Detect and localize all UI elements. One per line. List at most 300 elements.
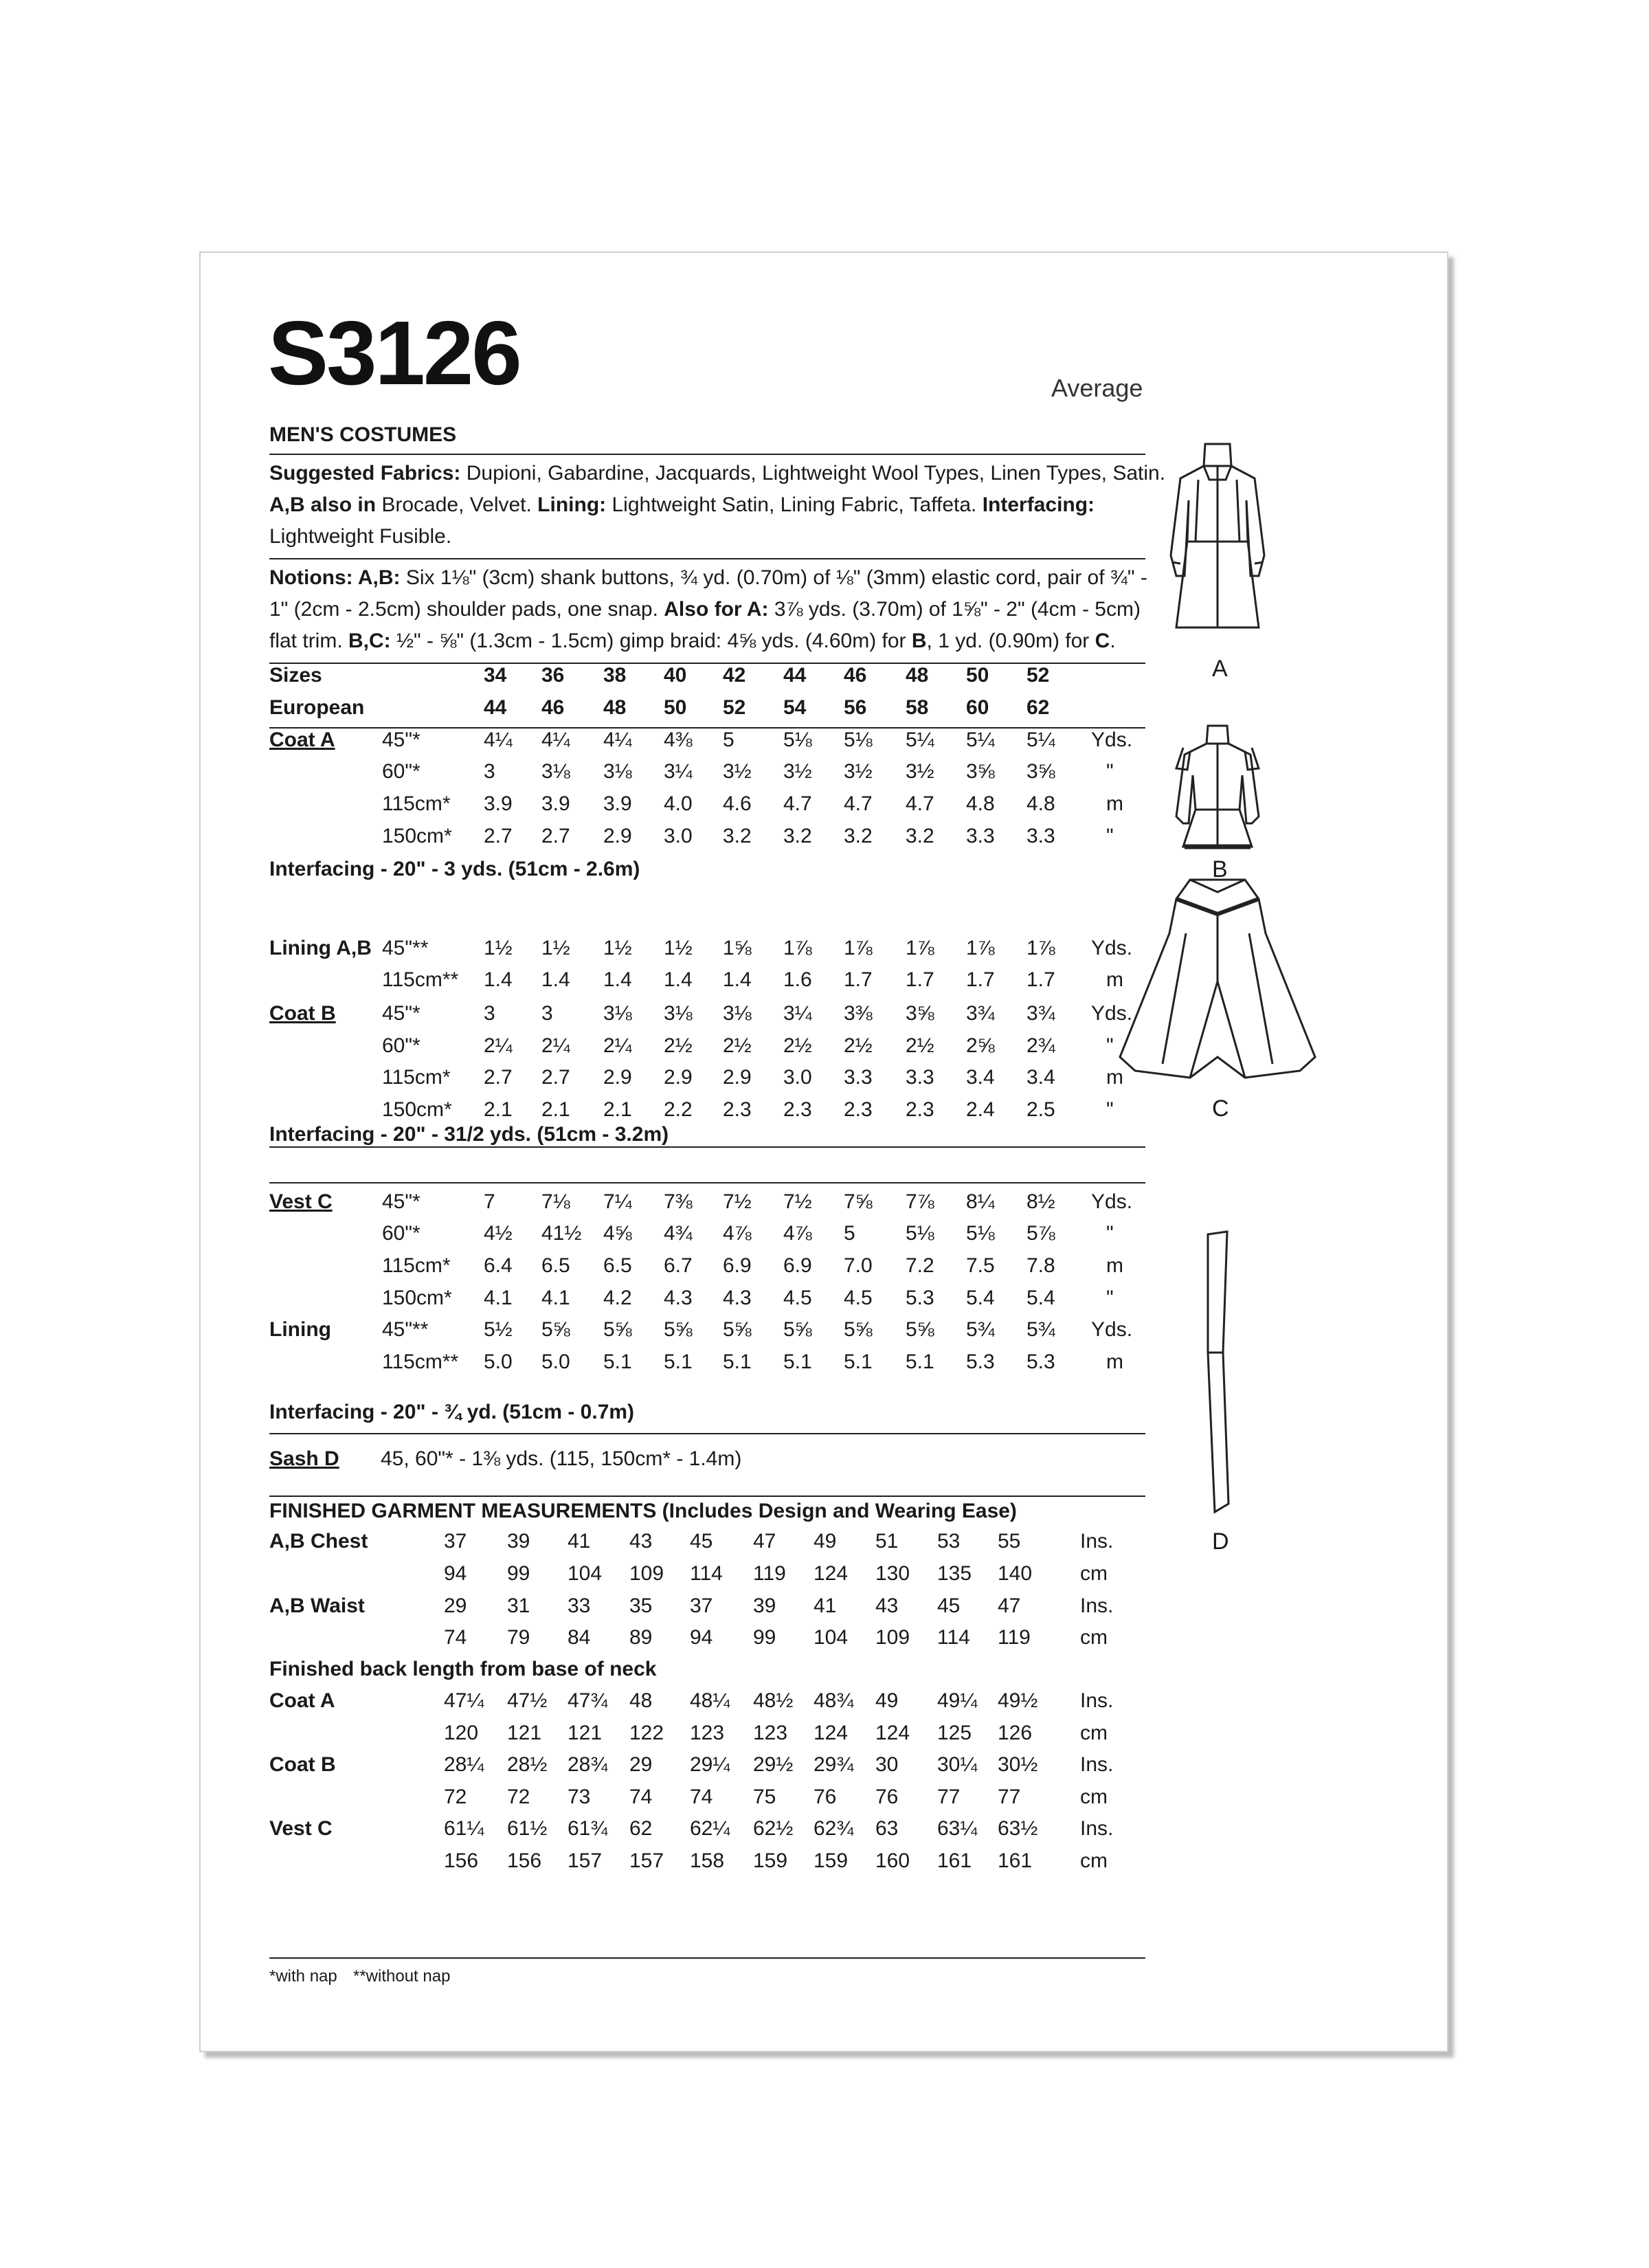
divider [269,1182,1145,1183]
figure-label-d: D [1212,1528,1229,1555]
finished-value: 37 [444,1530,467,1553]
fabric-width: 45"** [382,1318,429,1341]
yardage-value: 7.5 [966,1254,995,1277]
yardage-value: 3.4 [966,1066,995,1089]
finished-value: 43 [629,1530,653,1553]
finished-value: 41 [814,1594,837,1617]
yardage-value: 2.7 [541,825,570,847]
yardage-view-label: Lining A,B [269,937,372,959]
yardage-value: 2⅝ [966,1034,995,1057]
yardage-value: 2½ [723,1034,752,1057]
size-us-50: 50 [966,664,989,687]
fabric-width: 60"* [382,1034,420,1057]
notions-also-label: Also for A: [664,598,769,621]
finished-value: 53 [937,1530,961,1553]
pattern-code: S3126 [268,302,520,403]
finished-value: 84 [568,1626,591,1649]
finished-value: 47 [753,1530,776,1553]
yardage-value: 2.1 [603,1098,632,1121]
yardage-value: 3¾ [966,1002,995,1025]
yardage-value: 7⅞ [906,1190,934,1213]
finished-value: 49½ [998,1689,1038,1712]
yardage-value: 2.7 [484,825,513,847]
yardage-value: 1.7 [966,968,995,991]
yardage-value: 4¼ [484,729,513,751]
size-eu-60: 60 [966,696,989,719]
fabric-width: 60"* [382,1222,420,1245]
divider [269,663,1145,664]
yardage-value: 3⅝ [1027,760,1055,783]
yardage-value: 5¼ [966,729,995,751]
yardage-value: 3.4 [1027,1066,1055,1089]
finished-value: 77 [937,1786,961,1808]
finished-value: 49 [814,1530,837,1553]
finished-value: 30½ [998,1753,1038,1776]
yardage-unit: m [1106,792,1123,815]
yardage-value: 3.3 [844,1066,873,1089]
finished-value: 47 [998,1594,1021,1617]
yardage-value: 1⅞ [1027,937,1055,959]
finished-value: 75 [753,1786,776,1808]
finished-unit: Ins. [1080,1689,1114,1712]
yardage-value: 2¾ [1027,1034,1055,1057]
yardage-value: 4.5 [844,1287,873,1309]
fabric-width: 45"* [382,1190,420,1213]
yardage-view-label: Coat B [269,1002,336,1025]
size-us-52: 52 [1027,664,1050,687]
finished-value: 28½ [507,1753,548,1776]
finished-value: 74 [629,1786,653,1808]
yardage-value: 7½ [783,1190,812,1213]
yardage-value: 7⅜ [664,1190,693,1213]
yardage-unit: m [1106,1066,1123,1089]
figure-label-a: A [1212,656,1228,682]
yardage-value: 2½ [664,1034,693,1057]
yardage-value: 6.9 [723,1254,752,1277]
finished-value: 31 [507,1594,530,1617]
yardage-unit: " [1106,1222,1114,1245]
finished-value: 28¾ [568,1753,608,1776]
yardage-value: 5⅝ [783,1318,812,1341]
interfacing-text: Lightweight Fusible. [269,525,452,548]
finished-value: 156 [444,1849,479,1872]
finished-value: 140 [998,1562,1033,1585]
yardage-unit: " [1106,1034,1114,1057]
yardage-value: 6.7 [664,1254,693,1277]
notions [269,562,1169,657]
yardage-value: 2.7 [484,1066,513,1089]
yardage-value: 5⅝ [541,1318,570,1341]
finished-value: 61¾ [568,1817,608,1840]
yardage-value: 6.5 [541,1254,570,1277]
finished-value: 76 [875,1786,899,1808]
yardage-value: 3⅛ [723,1002,752,1025]
yardage-value: 5⅞ [1027,1222,1055,1245]
yardage-value: 1.7 [906,968,934,991]
notions-label: Notions: A,B: [269,566,401,589]
yardage-view-label: Coat A [269,729,335,751]
yardage-value: 5⅝ [603,1318,632,1341]
finished-value: 76 [814,1786,837,1808]
notions-text-5: . [1110,630,1116,652]
yardage-value: 5.3 [1027,1350,1055,1373]
finished-title: FINISHED GARMENT MEASUREMENTS (Includes Design and Wearing Ease) [269,1500,1017,1522]
yardage-value: 7⅛ [541,1190,570,1213]
finished-value: 114 [690,1562,723,1585]
yardage-unit: " [1106,1098,1114,1121]
finished-value: 74 [690,1786,713,1808]
size-us-46: 46 [844,664,867,687]
finished-value: 48½ [753,1689,794,1712]
finished-value: 30 [875,1753,899,1776]
yardage-value: 4¾ [664,1222,693,1245]
finished-row-label: Coat B [269,1753,336,1776]
finished-value: 157 [568,1849,603,1872]
yardage-value: 4¼ [603,729,632,751]
yardage-value: 7.8 [1027,1254,1055,1277]
figure-label-b: B [1212,856,1228,882]
yardage-unit: m [1106,968,1123,991]
finished-value: 159 [753,1849,788,1872]
fabric-width: 150cm* [382,1287,452,1309]
yardage-value: 1½ [541,937,570,959]
yardage-value: 4½ [484,1222,513,1245]
notions-text-3: ½" - ⅝" (1.3cm - 1.5cm) gimp braid: 4⅝ yds. (4.60m) for [390,630,912,652]
yardage-value: 7½ [723,1190,752,1213]
yardage-value: 3.9 [541,792,570,815]
yardage-value: 3.3 [1027,825,1055,847]
yardage-value: 3.3 [906,1066,934,1089]
yardage-value: 2.2 [664,1098,693,1121]
notions-text-2: 3⅞ yds. (3.70m) of 1⅝" - 2" (4cm - 5cm) flat trim. [269,598,1141,652]
yardage-value: 2¼ [541,1034,570,1057]
yardage-value: 3.2 [844,825,873,847]
finished-value: 28¼ [444,1753,484,1776]
footnote-without-nap: **without nap [353,1967,451,1986]
finished-value: 39 [753,1594,776,1617]
yardage-value: 7.0 [844,1254,873,1277]
yardage-value: 3⅝ [966,760,995,783]
yardage-value: 2¼ [603,1034,632,1057]
finished-value: 30¼ [937,1753,978,1776]
yardage-value: 4.3 [723,1287,752,1309]
divider [269,1496,1145,1497]
finished-value: 94 [690,1626,713,1649]
yardage-value: 2.1 [541,1098,570,1121]
yardage-value: 5.0 [484,1350,513,1373]
yardage-value: 1½ [664,937,693,959]
yardage-value: 5⅛ [783,729,812,751]
notions-c-label: C [1095,630,1110,652]
yardage-value: 3¼ [664,760,693,783]
finished-row-label: A,B Chest [269,1530,368,1553]
yardage-value: 3 [484,1002,495,1025]
notions-text: Six 1⅛" (3cm) shank buttons, ¾ yd. (0.70m) of ⅛" (3mm) elastic cord, pair of ¾" - 1" (2cm - 2.5cm) shoulder pads, one snap. [269,566,1147,621]
finished-value: 47¾ [568,1689,608,1712]
yardage-value: 1.4 [723,968,752,991]
finished-value: 89 [629,1626,653,1649]
yardage-value: 4.1 [484,1287,513,1309]
finished-value: 29½ [753,1753,794,1776]
yardage-value: 2.1 [484,1098,513,1121]
finished-value: 62½ [753,1817,794,1840]
size-eu-62: 62 [1027,696,1050,719]
size-us-48: 48 [906,664,929,687]
yardage-value: 1.4 [541,968,570,991]
size-us-40: 40 [664,664,687,687]
yardage-value: 1.6 [783,968,812,991]
finished-value: 125 [937,1722,972,1744]
yardage-value: 5¼ [1027,729,1055,751]
finished-value: 39 [507,1530,530,1553]
yardage-value: 5¼ [906,729,934,751]
yardage-value: 1⅞ [906,937,934,959]
finished-value: 51 [875,1530,899,1553]
yardage-value: 3⅛ [541,760,570,783]
finished-unit: cm [1080,1626,1108,1649]
yardage-value: 2.9 [723,1066,752,1089]
size-eu-54: 54 [783,696,807,719]
yardage-value: 4.5 [783,1287,812,1309]
yardage-unit: " [1106,1287,1114,1309]
fabric-width: 45"** [382,937,429,959]
finished-value: 79 [507,1626,530,1649]
divider [269,558,1145,559]
finished-value: 159 [814,1849,849,1872]
yardage-value: 2.3 [723,1098,752,1121]
finished-unit: cm [1080,1562,1108,1585]
vest-c-illustration [1114,871,1321,1085]
yardage-value: 2.3 [906,1098,934,1121]
yardage-value: 3.0 [664,825,693,847]
yardage-value: 3⅝ [906,1002,934,1025]
yardage-value: 5.1 [664,1350,693,1373]
finished-value: 45 [937,1594,961,1617]
size-us-42: 42 [723,664,746,687]
size-eu-48: 48 [603,696,627,719]
finished-value: 41 [568,1530,591,1553]
finished-row-label: Coat A [269,1689,335,1712]
size-eu-46: 46 [541,696,565,719]
fabric-width: 45"* [382,1002,420,1025]
fabric-width: 60"* [382,760,420,783]
interfacing-label: Interfacing: [982,493,1095,516]
yardage-value: 2.3 [844,1098,873,1121]
finished-value: 62¼ [690,1817,730,1840]
yardage-value: 3.2 [783,825,812,847]
yardage-value: 5.4 [1027,1287,1055,1309]
yardage-unit: " [1106,825,1114,847]
finished-value: 47½ [507,1689,548,1712]
yardage-value: 2½ [783,1034,812,1057]
size-eu-56: 56 [844,696,867,719]
finished-value: 109 [875,1626,910,1649]
yardage-value: 6.4 [484,1254,513,1277]
yardage-value: 5.1 [906,1350,934,1373]
fabric-width: 45"* [382,729,420,751]
yardage-value: 4.8 [966,792,995,815]
finished-value: 157 [629,1849,664,1872]
yardage-view-label: Lining [269,1318,331,1341]
finished-row-label: Vest C [269,1817,333,1840]
yardage-value: 4.7 [783,792,812,815]
yardage-value: 6.5 [603,1254,632,1277]
finished-value: 45 [690,1530,713,1553]
finished-value: 33 [568,1594,591,1617]
yardage-value: 2½ [906,1034,934,1057]
yardage-value: 1.4 [664,968,693,991]
yardage-value: 3½ [844,760,873,783]
notions-b-label: B [911,630,927,652]
finished-value: 63¼ [937,1817,978,1840]
finished-unit: cm [1080,1722,1108,1744]
finished-value: 35 [629,1594,653,1617]
yardage-value: 5⅝ [723,1318,752,1341]
yardage-value: 4.6 [723,792,752,815]
yardage-value: 1.4 [603,968,632,991]
fabric-width: 115cm* [382,792,451,815]
yardage-value: 4.3 [664,1287,693,1309]
yardage-value: 1.4 [484,968,513,991]
finished-value: 161 [937,1849,972,1872]
yardage-value: 5.1 [723,1350,752,1373]
divider [269,454,1145,455]
yardage-value: 4⅞ [783,1222,812,1245]
european-label: European [269,696,365,719]
yardage-value: 2.3 [783,1098,812,1121]
finished-unit: cm [1080,1786,1108,1808]
yardage-value: 3½ [906,760,934,783]
size-eu-44: 44 [484,696,507,719]
lining-text: Lightweight Satin, Lining Fabric, Taffeta. [606,493,983,516]
finished-value: 119 [998,1626,1031,1649]
finished-value: 161 [998,1849,1033,1872]
finished-unit: Ins. [1080,1594,1114,1617]
divider [269,1433,1145,1434]
finished-unit: Ins. [1080,1817,1114,1840]
yardage-value: 3.3 [966,825,995,847]
finished-value: 77 [998,1786,1021,1808]
yardage-value: 1⅞ [966,937,995,959]
yardage-unit: Yds. [1091,1318,1133,1341]
yardage-value: 4.7 [906,792,934,815]
ab-also-text: Brocade, Velvet. [376,493,538,516]
yardage-value: 8½ [1027,1190,1055,1213]
pattern-title: MEN'S COSTUMES [269,423,457,446]
size-eu-52: 52 [723,696,746,719]
size-eu-58: 58 [906,696,929,719]
yardage-value: 5⅛ [844,729,873,751]
finished-value: 126 [998,1722,1033,1744]
yardage-value: 4.0 [664,792,693,815]
sash-d-illustration [1183,1229,1252,1517]
finished-value: 124 [814,1562,849,1585]
finished-value: 73 [568,1786,591,1808]
finished-value: 29¼ [690,1753,730,1776]
finished-row-label: A,B Waist [269,1594,365,1617]
yardage-value: 5⅝ [906,1318,934,1341]
fabrics-label: Suggested Fabrics: [269,462,461,485]
yardage-value: 7 [484,1190,495,1213]
notions-bc-label: B,C: [348,630,391,652]
sash-text: 45, 60"* - 1⅜ yds. (115, 150cm* - 1.4m) [381,1447,742,1470]
size-us-38: 38 [603,664,627,687]
finished-unit: cm [1080,1849,1108,1872]
divider [269,1957,1145,1959]
finished-value: 43 [875,1594,899,1617]
yardage-value: 3¾ [1027,1002,1055,1025]
finished-value: 63½ [998,1817,1038,1840]
size-us-36: 36 [541,664,565,687]
back-length-title: Finished back length from base of neck [269,1658,657,1680]
yardage-value: 3⅛ [664,1002,693,1025]
finished-value: 48¼ [690,1689,730,1712]
yardage-value: 6.9 [783,1254,812,1277]
finished-value: 62 [629,1817,653,1840]
yardage-value: 7⅝ [844,1190,873,1213]
yardage-value: 5.1 [603,1350,632,1373]
yardage-value: 3⅛ [603,1002,632,1025]
finished-value: 29 [629,1753,653,1776]
finished-value: 61½ [507,1817,548,1840]
yardage-value: 5⅛ [906,1222,934,1245]
yardage-unit: m [1106,1254,1123,1277]
yardage-unit: Yds. [1091,729,1133,751]
finished-value: 123 [690,1722,725,1744]
coat-a-illustration [1156,438,1279,631]
yardage-value: 4.7 [844,792,873,815]
interfacing-note-coat-a: Interfacing - 20" - 3 yds. (51cm - 2.6m) [269,858,640,880]
sizes-label: Sizes [269,664,322,687]
yardage-unit: Yds. [1091,1190,1133,1213]
finished-value: 156 [507,1849,542,1872]
yardage-value: 3½ [783,760,812,783]
yardage-value: 3.0 [783,1066,812,1089]
finished-value: 124 [875,1722,910,1744]
finished-value: 37 [690,1594,713,1617]
finished-value: 104 [568,1562,603,1585]
fabric-width: 115cm** [382,968,459,991]
finished-value: 55 [998,1530,1021,1553]
yardage-value: 4⅞ [723,1222,752,1245]
yardage-value: 4.1 [541,1287,570,1309]
yardage-value: 5 [844,1222,855,1245]
finished-value: 121 [568,1722,603,1744]
yardage-value: 1⅝ [723,937,752,959]
pattern-envelope-back [199,252,1448,2052]
yardage-value: 1.7 [1027,968,1055,991]
yardage-value: 1½ [484,937,513,959]
yardage-value: 4⅜ [664,729,693,751]
yardage-value: 1⅞ [844,937,873,959]
yardage-value: 3.2 [723,825,752,847]
yardage-value: 5½ [484,1318,513,1341]
fabric-width: 115cm* [382,1254,451,1277]
yardage-value: 2.4 [966,1098,995,1121]
finished-value: 99 [507,1562,530,1585]
yardage-value: 2¼ [484,1034,513,1057]
yardage-value: 1½ [603,937,632,959]
finished-value: 94 [444,1562,467,1585]
yardage-value: 5⅝ [664,1318,693,1341]
finished-value: 63 [875,1817,899,1840]
size-us-44: 44 [783,664,807,687]
yardage-unit: m [1106,1350,1123,1373]
yardage-value: 3.9 [484,792,513,815]
yardage-value: 4.8 [1027,792,1055,815]
finished-value: 47¼ [444,1689,484,1712]
finished-value: 135 [937,1562,972,1585]
